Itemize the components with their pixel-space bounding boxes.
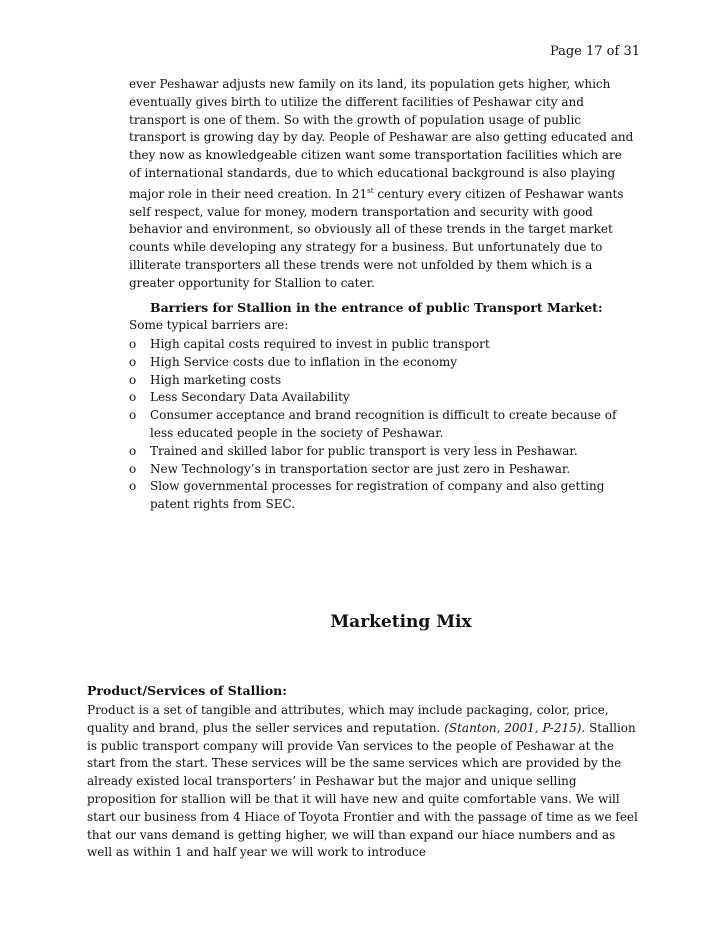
bullet-icon: o: [129, 443, 137, 458]
list-item: [129, 336, 634, 354]
intro-text-b: century every citizen of Peshawar wants self respect, value for money, modern transportation and security with good behavior and environment, so obviously all of these trends in the target market counts while developing any strategy for a business. But unfortunately due to illiterate transporters all these trends were not unfolded by them which is a greater opportunity for Stallion to cater.: [129, 186, 624, 290]
list-item: [129, 461, 634, 479]
citation: (Stanton, 2001, P-215).: [444, 720, 586, 735]
barriers-heading: Barriers for Stallion in the entrance of public Transport Market:: [150, 300, 603, 315]
list-item-text: Less Secondary Data Availability: [150, 390, 350, 405]
bullet-icon: o: [129, 337, 137, 351]
page-number: Page 17 of 31: [549, 44, 640, 59]
bullet-icon: o: [129, 408, 137, 423]
intro-text-a: ever Peshawar adjusts new family on its land, its population gets higher, which eventually gives birth to utilize the different facilities of Peshawar city and transport is one of them. So with the growth of population usage of public transport is growing day by day. People of Peshawar are also getting educated and they now as knowledgeable citizen want some transportation facilities which are of international standards, due to which educational background is also playing major role in their need creation. In 21: [129, 77, 634, 201]
list-item-text: Trained and skilled labor for public transport is very less in Peshawar.: [150, 443, 578, 458]
list-item: [129, 407, 634, 443]
bullet-icon: o: [129, 461, 137, 476]
intro-superscript: st: [367, 186, 374, 195]
list-item-text: High capital costs required to invest in public transport: [150, 337, 490, 351]
list-item-text: Slow governmental processes for registration of company and also getting patent rights from SEC.: [150, 479, 605, 512]
list-item: [129, 354, 634, 372]
marketing-mix-heading: Marketing Mix: [330, 612, 472, 632]
intro-paragraph: [129, 76, 634, 293]
list-item: [129, 443, 634, 461]
list-item: [129, 372, 634, 390]
list-item-text: Consumer acceptance and brand recognition is difficult to create because of less educated people in the society of Peshawar.: [150, 408, 617, 440]
list-item-text: New Technology’s in transportation sector are just zero in Peshawar.: [150, 461, 571, 476]
bullet-icon: o: [129, 354, 137, 369]
barriers-list: [129, 336, 634, 514]
product-heading: Product/Services of Stallion:: [87, 683, 287, 698]
bullet-icon: o: [129, 372, 137, 387]
list-item: [129, 389, 634, 407]
product-text-a: Product is a set of tangible and attributes, which may include packaging, color, price, quality and brand, plus the seller services and reputation.: [87, 703, 609, 735]
barriers-intro: Some typical barriers are:: [129, 318, 289, 332]
product-text-b: Stallion is public transport company will provide Van services to the people of Peshawar at the start from the start. These services will be the same services which are provided by the already existed local transporters’ in Peshawar but the major and unique selling proposition for stallion will be that it will have new and quite comfortable vans. We will start our business from 4 Hiace of Toyota Frontier and with the passage of time as we feel that our vans demand is getting higher, we will than expand our hiace numbers and as well as within 1 and half year we will work to introduce: [87, 720, 638, 860]
list-item-text: High marketing costs: [150, 372, 282, 387]
list-item-text: High Service costs due to inflation in the economy: [150, 354, 458, 369]
bullet-icon: o: [129, 479, 137, 494]
product-paragraph: [87, 702, 639, 862]
list-item: [129, 478, 634, 514]
bullet-icon: o: [129, 390, 137, 405]
